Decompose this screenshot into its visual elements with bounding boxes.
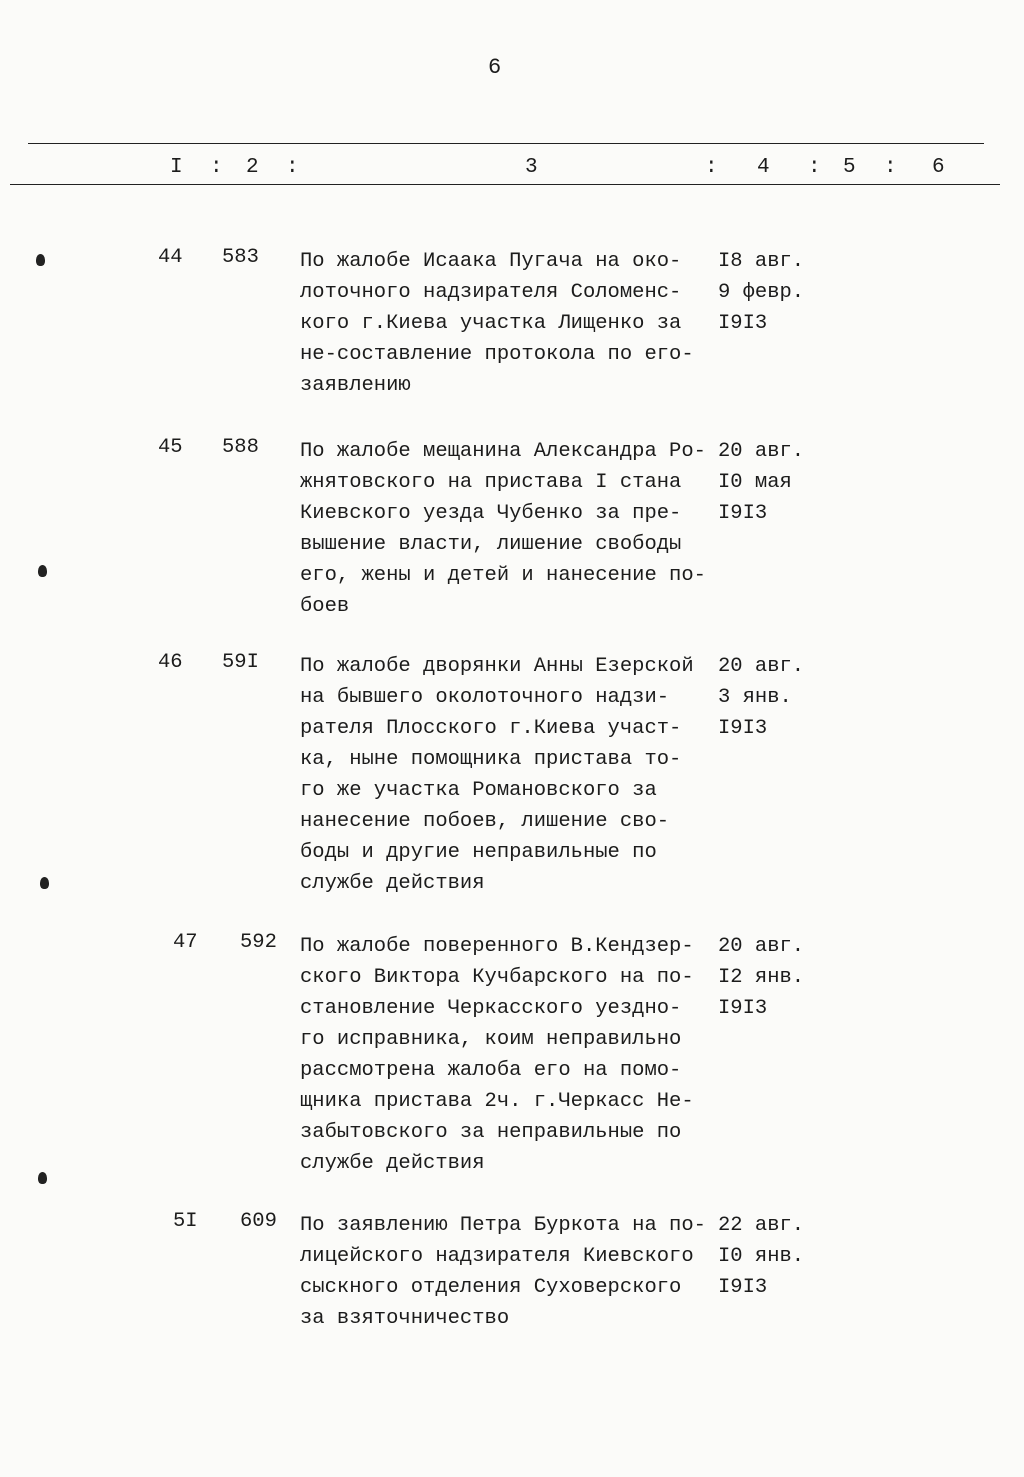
date-line: 20 авг. xyxy=(718,935,805,958)
column-header-2: 2 xyxy=(246,156,259,179)
date-line: 20 авг. xyxy=(718,440,805,463)
entry-dates xyxy=(718,1210,804,1303)
column-separator: : xyxy=(210,156,223,179)
description-line: ского Виктора Кучбарского на по- xyxy=(300,966,694,989)
column-header-3: 3 xyxy=(525,156,538,179)
date-line: 9 февр. xyxy=(718,281,805,304)
description-line: за взяточничество xyxy=(300,1307,510,1330)
file-number: 609 xyxy=(240,1210,277,1233)
entry-number: 46 xyxy=(158,651,183,674)
file-number: 583 xyxy=(222,246,259,269)
description-line: лоточного надзирателя Соломенс- xyxy=(300,281,682,304)
description-line: заявлению xyxy=(300,374,411,397)
description-line: его, жены и детей и нанесение по- xyxy=(300,564,706,587)
description-line: сыскного отделения Суховерского xyxy=(300,1276,682,1299)
entry-number: 47 xyxy=(173,931,198,954)
description-line: службе действия xyxy=(300,872,485,895)
date-line: I9I3 xyxy=(718,1276,768,1299)
column-separator: : xyxy=(705,156,718,179)
date-line: I8 авг. xyxy=(718,250,805,273)
file-number: 59I xyxy=(222,651,259,674)
entry-description xyxy=(300,931,694,1179)
description-line: рассмотрена жалоба его на помо- xyxy=(300,1059,682,1082)
entry-description xyxy=(300,651,694,899)
description-line: вышение власти, лишение свободы xyxy=(300,533,682,556)
description-line: боды и другие неправильные по xyxy=(300,841,657,864)
entry-dates xyxy=(718,436,804,529)
description-line: Киевского уезда Чубенко за пре- xyxy=(300,502,682,525)
description-line: По жалобе мещанина Александра Ро- xyxy=(300,440,706,463)
column-header-6: 6 xyxy=(932,156,945,179)
entry-dates xyxy=(718,931,804,1024)
description-line: щника пристава 2ч. г.Черкасс Не- xyxy=(300,1090,694,1113)
date-line: I9I3 xyxy=(718,502,768,525)
description-line: забытовского за неправильные по xyxy=(300,1121,682,1144)
entry-description xyxy=(300,1210,706,1334)
description-line: По заявлению Петра Буркота на по- xyxy=(300,1214,706,1237)
description-line: го исправника, коим неправильно xyxy=(300,1028,682,1051)
description-line: не-составление протокола по его- xyxy=(300,343,694,366)
description-line: По жалобе дворянки Анны Езерской xyxy=(300,655,694,678)
page-number: 6 xyxy=(488,55,502,80)
entry-dates xyxy=(718,651,804,744)
file-number: 588 xyxy=(222,436,259,459)
date-line: I0 янв. xyxy=(718,1245,805,1268)
description-line: боев xyxy=(300,595,350,618)
description-line: на бывшего околоточного надзи- xyxy=(300,686,670,709)
binding-hole-mark xyxy=(40,877,49,889)
date-line: I9I3 xyxy=(718,717,768,740)
date-line: I2 янв. xyxy=(718,966,805,989)
description-line: жнятовского на пристава I стана xyxy=(300,471,682,494)
binding-hole-mark xyxy=(36,254,45,266)
binding-hole-mark xyxy=(38,565,47,577)
description-line: ка, ныне помощника пристава то- xyxy=(300,748,682,771)
description-line: нанесение побоев, лишение сво- xyxy=(300,810,670,833)
header-rule-bottom xyxy=(10,184,1000,185)
date-line: I9I3 xyxy=(718,997,768,1020)
column-header-4: 4 xyxy=(757,156,770,179)
date-line: 3 янв. xyxy=(718,686,792,709)
column-header-1: I xyxy=(170,156,183,179)
description-line: становление Черкасского уездно- xyxy=(300,997,682,1020)
date-line: 20 авг. xyxy=(718,655,805,678)
date-line: 22 авг. xyxy=(718,1214,805,1237)
date-line: I0 мая xyxy=(718,471,792,494)
column-separator: : xyxy=(286,156,299,179)
column-separator: : xyxy=(884,156,897,179)
column-separator: : xyxy=(808,156,821,179)
file-number: 592 xyxy=(240,931,277,954)
entry-number: 5I xyxy=(173,1210,198,1233)
binding-hole-mark xyxy=(38,1172,47,1184)
description-line: го же участка Романовского за xyxy=(300,779,657,802)
description-line: лицейского надзирателя Киевского xyxy=(300,1245,694,1268)
description-line: службе действия xyxy=(300,1152,485,1175)
description-line: рателя Плосского г.Киева участ- xyxy=(300,717,682,740)
description-line: По жалобе поверенного В.Кендзер- xyxy=(300,935,694,958)
date-line: I9I3 xyxy=(718,312,768,335)
entry-number: 44 xyxy=(158,246,183,269)
entry-description xyxy=(300,246,694,401)
description-line: кого г.Киева участка Лищенко за xyxy=(300,312,682,335)
entry-number: 45 xyxy=(158,436,183,459)
entry-description xyxy=(300,436,706,622)
header-rule-top xyxy=(28,143,984,144)
entry-dates xyxy=(718,246,804,339)
column-header-5: 5 xyxy=(843,156,856,179)
description-line: По жалобе Исаака Пугача на око- xyxy=(300,250,682,273)
